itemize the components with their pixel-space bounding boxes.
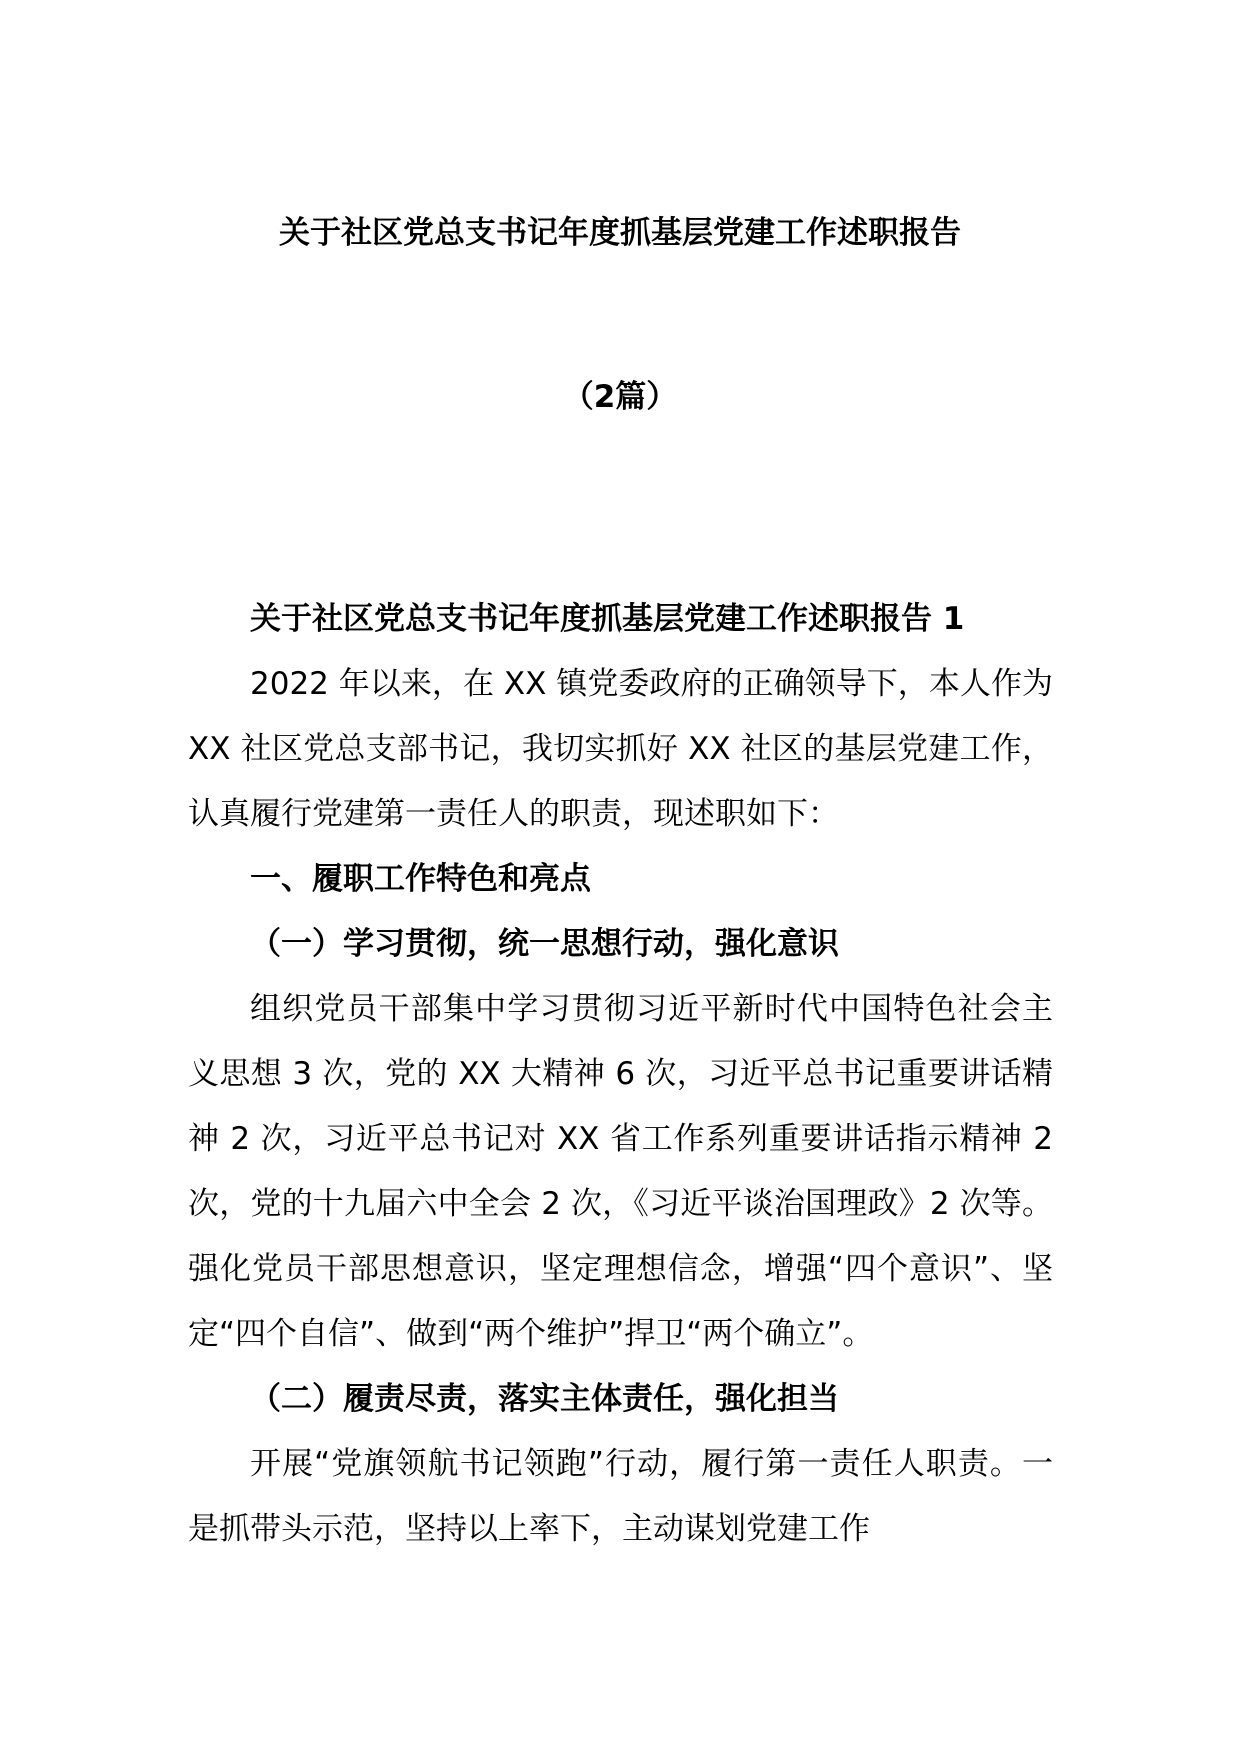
document-subtitle: （2篇） — [562, 379, 678, 415]
report-heading: 关于社区党总支书记年度抓基层党建工作述职报告 1 — [250, 601, 965, 637]
subsection-heading: （一）学习贯彻，统一思想行动，强化意识 — [250, 926, 839, 962]
body-paragraph: 开展“党旗领航书记领跑”行动，履行第一责任人职责。一是抓带头示范，坚持以上率下，主动谋划党建工作 — [188, 1446, 1053, 1547]
subsection-heading: （二）履责尽责，落实主体责任，强化担当 — [250, 1381, 839, 1417]
document-title: 关于社区党总支书记年度抓基层党建工作述职报告 — [279, 215, 961, 251]
section-heading: 一、履职工作特色和亮点 — [250, 861, 591, 897]
document-body — [188, 587, 1053, 1562]
body-paragraph: 组织党员干部集中学习贯彻习近平新时代中国特色社会主义思想 3 次，党的 XX 大精神 6 次，习近平总书记重要讲话精神 2 次，习近平总书记对 XX 省工作系列重要讲话指示精神 2 次，党的十九届六中全会 2 次，《习近平谈治国理政》2 次等。强化党员干部思想意识，坚定理想信念，增强“四个意识”、坚定“四个自信”、做到“两个维护”捍卫“两个确立”。 — [188, 991, 1053, 1352]
intro-paragraph: 2022 年以来，在 XX 镇党委政府的正确领导下，本人作为 XX 社区党总支部书记，我切实抓好 XX 社区的基层党建工作，认真履行党建第一责任人的职责，现述职如下： — [188, 666, 1053, 832]
